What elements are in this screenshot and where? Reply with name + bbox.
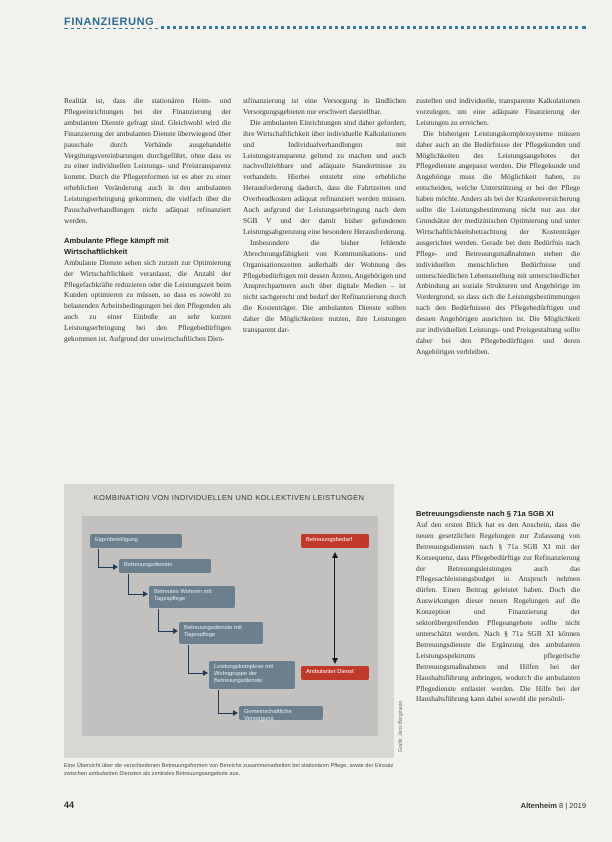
paragraph: Realität ist, dass die stationären Heim- und Pflegeeinrichtungen bei der Finanzierung der ambulanten Dienste gefragt sind. Gleichwohl wird die Finanzierung der ambulanten Dienste überwiegend über pauschale durch Verbände ausgehandelte Vergütungsvereinbarungen durchgeführt, ohne dass es zu einer individuellen Leistungs- und Preistransparenz kommt. Durch die Pflegereformen ist es aber zu einer erheblichen Veränderung auch in den ambulanten Leistungserbringung gekommen, die vielfach über die Pauschalverhandlungen nicht adäquat refinanziert werden.: [64, 96, 231, 225]
figure-caption: Eine Übersicht über die verschiedenen Betreuungsformen von Bereichs zusammenarbeiten bei stationären Pflege, sowie der Einsatz zwischen ambulanten Diensten als zentrales Betreuungsangebote aus.: [64, 763, 394, 777]
text-column-2: [243, 96, 406, 336]
figure-title: KOMBINATION VON INDIVIDUELLEN UND KOLLEKTIVEN LEISTUNGEN: [93, 493, 365, 502]
paragraph: Ambulante Dienste sehen sich zurzeit zur Optimierung der Wirtschaftlichkeit veranlasst, die Anzahl der Pflegefachkräfte reduzieren oder die Leistungszeit beim Kunden optimieren zu müssen, so dass es sowohl zu belastenden Arbeitsbedingungen bei den Pflegenden als auch zu einer Einbuße an sehr kurzen Leistungserbringung bei den Pflegebedürftigen gekommen ist. Aufgrund der unwirtschaftlichen Dien-: [64, 257, 231, 344]
arrow-up-icon: [332, 552, 338, 558]
paragraph: Insbesondere die bisher fehlende Abrechnungsfähigkeit von Kommunikations- und Organisationszeiten außerhalb der Wohnung des Pflegebedürftigen mit dessen Ärzten, Angehörigen und Ansprechpartnern auch über digitale Medien – ist nicht sachgerecht und bedarf der Refinanzierung durch die Kostenträger. Die ambulanten Dienste sollten daher die Möglichkeiten nutzen, ihre Leistungen transparent dar-: [243, 237, 406, 335]
page-footer: [64, 800, 586, 814]
paragraph: zustellen und individuelle, transparente Kalkulationen vorzulegen, um eine adäquate Finanzierung der Leistungen zu erreichen.: [416, 96, 580, 127]
diagram-box-betreuungsbedarf: Betreuungsbedarf: [301, 534, 369, 548]
diagram-connector: [158, 609, 173, 632]
issue-number: 8 | 2019: [559, 801, 586, 810]
section-title: FINANZIERUNG: [64, 16, 160, 28]
diagram-box-betreutes-wohnen: Betreutes Wohnen mit Tagespflege: [149, 586, 235, 608]
diagram-connector: [188, 645, 203, 674]
diagram-connector: [98, 549, 113, 568]
page-number: 44: [64, 800, 75, 810]
diagram-box-wohngruppe: Leistungskomplexe mit Wohngruppe der Betreuungsdienste: [209, 661, 295, 689]
subheading: Ambulante Pflege kämpft mit Wirtschaftlichkeit: [64, 235, 169, 256]
double-arrow-line: [334, 556, 335, 660]
infographic-figure: [64, 484, 394, 758]
paragraph: Auf den ersten Blick hat es den Anschein, dass die neuen gesetzlichen Regelungen zur Zulassung von Betreuungsdiensten nach § 71a SGB XI mit der Konsequenz, dass Pflegebedürftige zur Refinanzierung der Betreuungsleistungen auch das Pflegesachleistungsbudget in Anspruch nehmen dürfen. Einen Beitrag geleistet haben. Doch die Auswirkungen dieser neuen Regelungen auf die Konzeption und Finanzierung der sektorübergreifenden Pflegeangebote sollte nicht unterschätzt werden. Nach § 71a SGB XI können Betreuungsdienste die Ergänzung des ambulanten Leistungsspektrums pflegerische Betreuungsmaßnahmen und Hilfen bei der Haushaltsführung anbringen, wodurch die ambulanten Pflegedienste entlastet werden. Die Hilfe bei der Haushaltsführung kann dabei sowohl die persönli-: [416, 519, 580, 704]
arrow-right-icon: [173, 628, 178, 634]
publication-name: Altenheim: [520, 801, 557, 810]
arrow-right-icon: [203, 670, 208, 676]
text-column-1: [64, 96, 231, 345]
diagram-box-ambulanter-dienst: Ambulanter Dienst: [301, 666, 369, 680]
publication-info: [521, 801, 586, 810]
diagram-connector: [128, 574, 143, 595]
flow-diagram: [82, 516, 378, 736]
arrow-down-icon: [332, 658, 338, 664]
paragraph: Die bisherigen Leistungskomplexsysteme müssen daher auch an die Bedürfnisse der Pflegekunden und Möglichkeiten des Leistungsangebotes der Pflegedienste angepasst werden. Die Pflegekunde und Angehörige muss die Möglichkeit haben, zu entscheiden, welche Unterstützung er bei der Pflege haben möchte. Anders als bei der Krankenversicherung sollte die Leistungsbestimmung nicht nur aus der Grundsätze der medizinischen Optimierung und unter Wirtschaftlichkeitsbetrachtung der Kostenträger ausgerichtet werden. Gerade bei dem Bedürfnis nach Pflege- und Betreuungsmaßnahmen stehen die individuellen menschlichen Bedürfnisse und unterschiedlichen Lebensstellung mit unterschiedlicher Anbindung an soziale Strukturen und Angehörige im Vordergrund, so dass sich die Leistungsbestimmungen nach den Bedürfnissen des Pflegebedürftigen und dessen Angehörigen ausrichten ist. Die Möglichkeit zur individuellen Leistungs- und Preisgestaltung sollte daher bei den Pflegebedürftigen und deren Angehörigen verbleiben.: [416, 128, 580, 356]
image-credit: Grafik: Jens Bergmann: [398, 700, 404, 752]
diagram-box-eigenbeteiligung: Eigenbeteiligung: [90, 534, 182, 548]
diagram-connector: [218, 690, 233, 714]
arrow-right-icon: [143, 591, 148, 597]
section-header: [64, 16, 586, 38]
arrow-right-icon: [233, 710, 238, 716]
diagram-box-gemeinschaftliche-versorgung: Gemeinschaftliche Versorgung: [239, 706, 323, 720]
text-column-3-continued: [416, 509, 580, 705]
diagram-box-betreuungsdienste: Betreuungsdienste: [119, 559, 211, 573]
subheading: Betreuungsdienste nach § 71a SGB XI: [416, 509, 554, 518]
diagram-box-tagespflege: Betreuungsdienste mit Tagespflege: [179, 622, 263, 644]
text-column-3: [416, 96, 580, 358]
paragraph: stfinanzierung ist eine Versorgung in ländlichen Versorgungsgebieten nur erschwert darstellbar.: [243, 96, 406, 116]
arrow-right-icon: [113, 564, 118, 570]
paragraph: Die ambulanten Einrichtungen sind daher gefordert, ihre Wirtschaftlichkeit über individuelle Kalkulationen und Individualverhandlungen mit Leistungstransparenz geltend zu machen und auch nachvollziehbare und adäquate Standortnisse zu verhandeln. Hierbei entsteht eine erhebliche Herausforderung dadurch, dass die Fahrtzeiten und Overheadkosten adäquat refinanziert werden müssen. Auch aufgrund der Leistungserbringung nach dem SGB V und der damit bisher gefundenen Leistungsabgrenzung eine besondere Herausforderung.: [243, 117, 406, 236]
